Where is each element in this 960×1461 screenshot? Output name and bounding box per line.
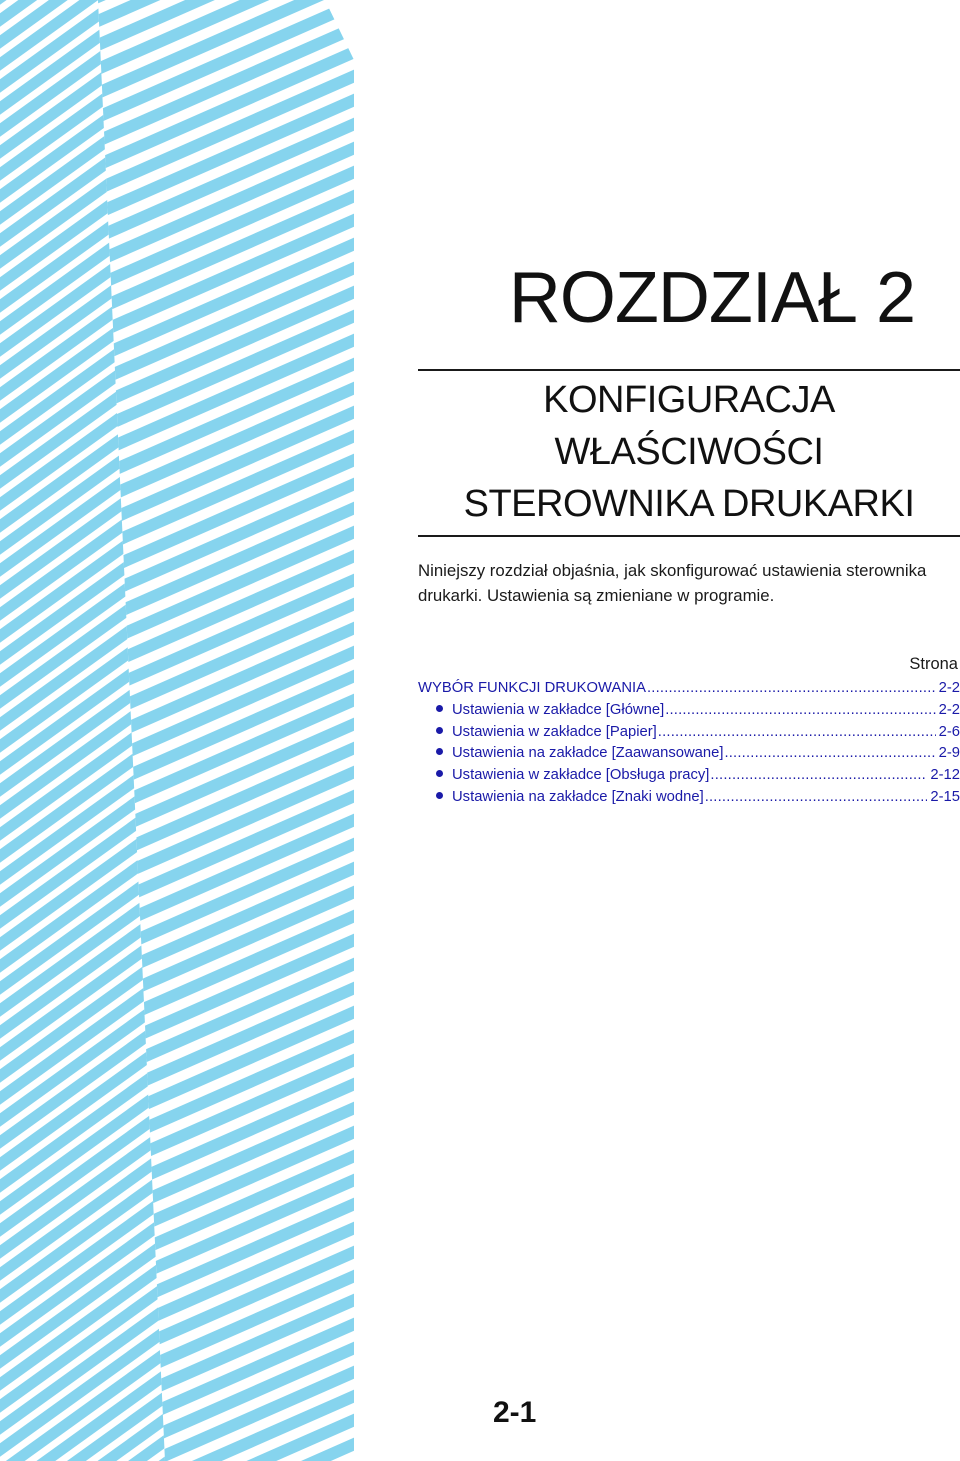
toc-leader-dots [665, 702, 935, 718]
toc-item-page: 2-2 [938, 701, 960, 718]
chapter-subtitle [418, 375, 960, 531]
toc-item-label: Ustawienia na zakładce [Zaawansowane] [452, 745, 724, 762]
toc-item-label: Ustawienia w zakładce [Główne] [452, 701, 665, 718]
table-of-contents [418, 680, 960, 811]
toc-page-header: Strona [909, 655, 958, 673]
page-number: 2-1 [493, 1396, 537, 1429]
toc-item-label: Ustawienia w zakładce [Obsługa pracy] [452, 767, 710, 784]
subtitle-line: WŁAŚCIWOŚCI [554, 431, 824, 474]
toc-leader-dots [647, 680, 936, 696]
bullet-icon [436, 792, 443, 799]
toc-item-label: Ustawienia w zakładce [Papier] [452, 723, 657, 740]
bullet-icon [436, 770, 443, 777]
toc-item[interactable] [418, 680, 960, 702]
toc-item[interactable] [418, 745, 960, 767]
toc-item-page: 2-6 [938, 723, 960, 740]
title-rule-bottom [418, 535, 960, 537]
bullet-icon [436, 705, 443, 712]
toc-leader-dots [658, 724, 936, 740]
toc-leader-dots [705, 789, 928, 805]
bullet-icon [436, 727, 443, 734]
toc-item[interactable] [418, 724, 960, 746]
toc-leader-dots [710, 767, 927, 783]
toc-item[interactable] [418, 789, 960, 811]
intro-paragraph: Niniejszy rozdział objaśnia, jak skonfigurować ustawienia sterownika drukarki. Ustawienia są zmieniane w programie. [418, 561, 927, 605]
toc-item-page: 2-12 [930, 767, 960, 784]
toc-item[interactable] [418, 767, 960, 789]
toc-item-label: Ustawienia na zakładce [Znaki wodne] [452, 788, 704, 805]
toc-item-page: 2-15 [930, 788, 960, 805]
toc-item-label: WYBÓR FUNKCJI DRUKOWANIA [418, 680, 646, 696]
decorative-stripes [0, 0, 360, 1461]
toc-leader-dots [724, 745, 935, 761]
subtitle-line: KONFIGURACJA [543, 379, 835, 422]
subtitle-line: STEROWNIKA DRUKARKI [463, 483, 915, 526]
toc-item-page: 2-9 [938, 745, 960, 762]
bullet-icon [436, 748, 443, 755]
toc-item[interactable] [418, 702, 960, 724]
toc-item-page: 2-2 [938, 680, 960, 696]
chapter-title: ROZDZIAŁ 2 [508, 258, 915, 338]
title-rule-top [418, 369, 960, 371]
